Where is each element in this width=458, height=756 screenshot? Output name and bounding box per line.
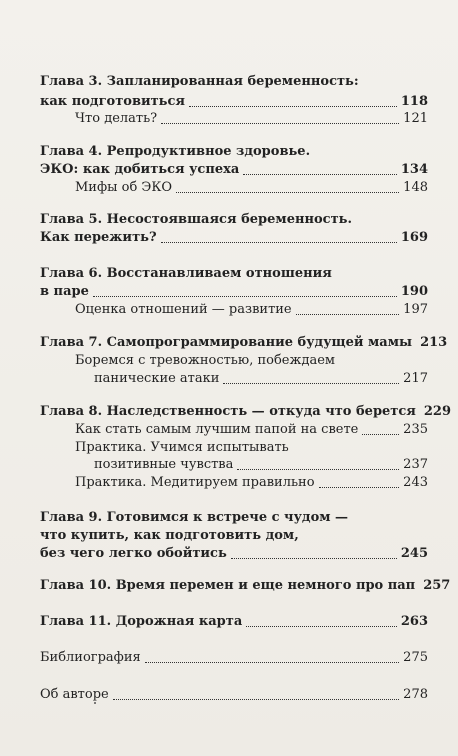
toc-page-number: 237 <box>403 457 428 472</box>
toc-line <box>75 176 428 196</box>
toc-line-text: Глава 7. Самопрограммирование будущей мамы <box>40 335 413 350</box>
toc-line-text: что купить, как подготовить дом, <box>40 528 299 543</box>
toc-line-text: Практика. Учимся испытывать <box>75 440 289 455</box>
toc-line-text: Боремся с тревожностью, побеждаем <box>75 353 335 368</box>
toc-page-number: 243 <box>403 475 428 490</box>
toc-line-text: Что делать? <box>75 111 158 126</box>
toc-line <box>75 298 428 318</box>
dot-leader <box>113 699 399 700</box>
toc-line-text: Глава 9. Готовимся к встрече с чудом — <box>40 510 349 525</box>
toc-line <box>75 349 428 369</box>
toc-line <box>40 331 448 351</box>
toc-page-number: 197 <box>403 302 428 317</box>
toc-page-number: 257 <box>423 578 451 593</box>
toc-line-text: ЭКО: как добиться успеха <box>40 162 240 177</box>
toc-line <box>40 574 451 594</box>
toc-line-text: Глава 8. Наследственность — откуда что берется <box>40 404 416 419</box>
toc-line <box>40 400 452 420</box>
toc-line-text: Практика. Медитируем правильно <box>75 475 315 490</box>
toc-line-text: в паре <box>40 284 89 299</box>
toc-page-number: 217 <box>403 371 428 386</box>
toc-line <box>40 70 428 90</box>
toc-line <box>40 542 428 562</box>
toc-line <box>40 226 428 246</box>
toc-line-text: Как стать самым лучшим папой на свете <box>75 422 359 437</box>
toc-line-text: Глава 10. Время перемен и еще немного про пап <box>40 578 416 593</box>
toc-page-number: 229 <box>423 404 452 419</box>
toc-line-text: Об авторе <box>40 687 109 702</box>
toc-page-number: 275 <box>403 650 428 665</box>
toc-line <box>75 471 428 491</box>
dot-leader <box>161 242 397 243</box>
dot-leader <box>296 314 400 315</box>
toc-line <box>40 683 428 703</box>
dot-leader <box>246 626 397 627</box>
toc-line-text: Глава 11. Дорожная карта <box>40 614 243 629</box>
toc-line-text: позитивные чувства <box>94 457 234 472</box>
toc-line-text: Глава 6. Восстанавливаем отношения <box>40 266 332 281</box>
toc-page-number: 134 <box>400 162 428 177</box>
toc-line-text: панические атаки <box>94 371 220 386</box>
toc-page-number: 148 <box>403 180 428 195</box>
dot-leader <box>362 434 399 435</box>
toc-line <box>40 262 428 282</box>
dot-leader <box>231 558 397 559</box>
toc-line-text: Мифы об ЭКО <box>75 180 173 195</box>
dot-leader <box>145 662 399 663</box>
toc-line-text: Библиография <box>40 650 141 665</box>
toc-page-number: 213 <box>420 335 448 350</box>
toc-line-text: Глава 4. Репродуктивное здоровье. <box>40 144 311 159</box>
toc-page-number: 118 <box>400 94 428 109</box>
toc-line <box>75 418 428 438</box>
toc-line-text: без чего легко обойтись <box>40 546 227 561</box>
toc-line <box>40 646 428 666</box>
dot-leader <box>319 487 400 488</box>
dot-leader <box>223 383 399 384</box>
toc-page-number: 278 <box>403 687 428 702</box>
toc-line-text: Оценка отношений — развитие <box>75 302 292 317</box>
dot-leader <box>176 192 399 193</box>
toc-line <box>40 610 428 630</box>
toc-page-number: 169 <box>400 230 428 245</box>
toc-line-text: Глава 5. Несостоявшаяся беременность. <box>40 212 352 227</box>
dot-leader <box>237 469 399 470</box>
toc-line <box>40 140 428 160</box>
toc-line-text: Как пережить? <box>40 230 157 245</box>
toc-page-number: 121 <box>403 111 428 126</box>
dot-leader <box>93 296 397 297</box>
ink-speck <box>94 702 96 704</box>
dot-leader <box>243 174 397 175</box>
toc-page-number: 245 <box>400 546 428 561</box>
toc-line <box>75 107 428 127</box>
toc-line <box>40 506 428 526</box>
toc-line-text: как подготовиться <box>40 94 186 109</box>
toc-page-number: 190 <box>400 284 428 299</box>
toc-line <box>40 158 428 178</box>
toc-line <box>40 280 428 300</box>
toc-page-number: 235 <box>403 422 428 437</box>
toc-line <box>94 453 428 473</box>
dot-leader <box>161 123 399 124</box>
toc-line <box>94 367 428 387</box>
toc-page-number: 263 <box>400 614 428 629</box>
toc-line <box>40 208 428 228</box>
toc-line-text: Глава 3. Запланированная беременность: <box>40 74 359 89</box>
toc-line <box>40 524 428 544</box>
